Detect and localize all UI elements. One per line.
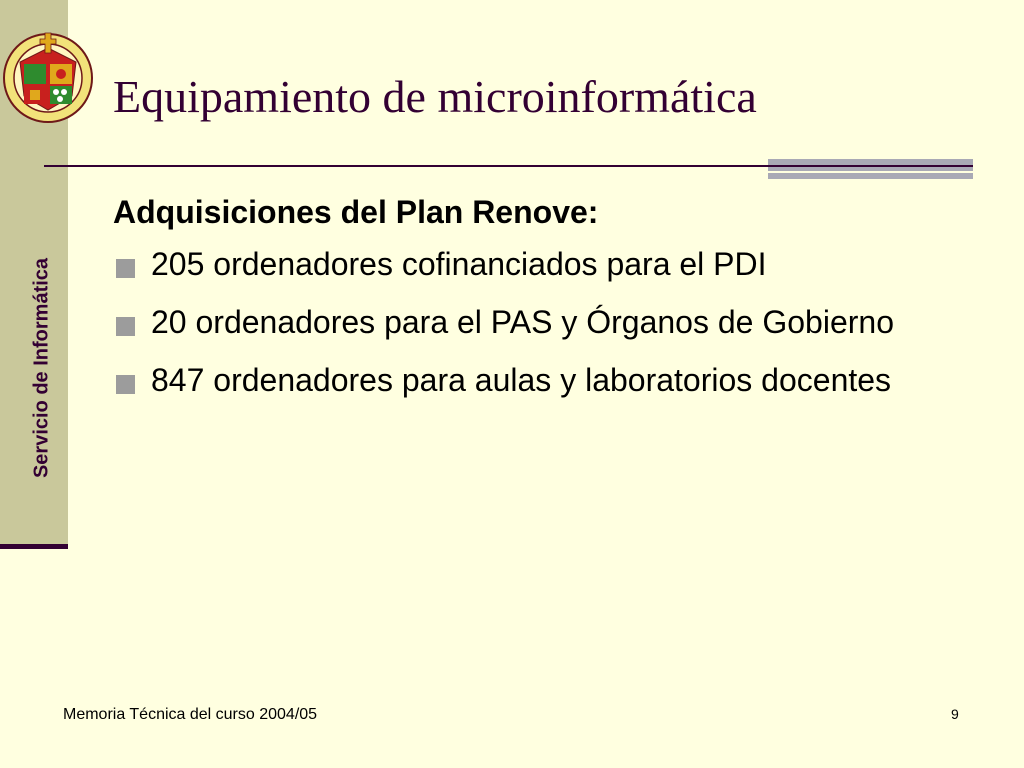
bullet-text: 20 ordenadores para el PAS y Órganos de Gobierno bbox=[151, 304, 894, 340]
university-seal-logo bbox=[0, 28, 96, 124]
bullet-text: 847 ordenadores para aulas y laboratorios docentes bbox=[151, 362, 892, 398]
bullet-item bbox=[113, 241, 961, 287]
bullet-square-icon bbox=[116, 375, 135, 394]
slide-body bbox=[113, 191, 961, 415]
footer-text: Memoria Técnica del curso 2004/05 bbox=[63, 706, 318, 723]
bullet-list bbox=[113, 241, 961, 403]
bullet-square-icon bbox=[116, 259, 135, 278]
body-heading: Adquisiciones del Plan Renove: bbox=[113, 194, 599, 230]
page-number: 9 bbox=[951, 706, 959, 722]
bullet-text: 205 ordenadores cofinanciados para el PDI bbox=[151, 246, 767, 282]
bullet-square-icon bbox=[116, 317, 135, 336]
slide-title: Equipamiento de microinformática bbox=[113, 71, 757, 122]
bullet-item bbox=[113, 299, 961, 345]
bullet-item bbox=[113, 357, 961, 403]
sidebar-vertical-label: Servicio de Informática bbox=[30, 257, 53, 479]
title-accent-bars bbox=[768, 159, 973, 181]
sidebar-bottom-rule bbox=[0, 544, 68, 549]
